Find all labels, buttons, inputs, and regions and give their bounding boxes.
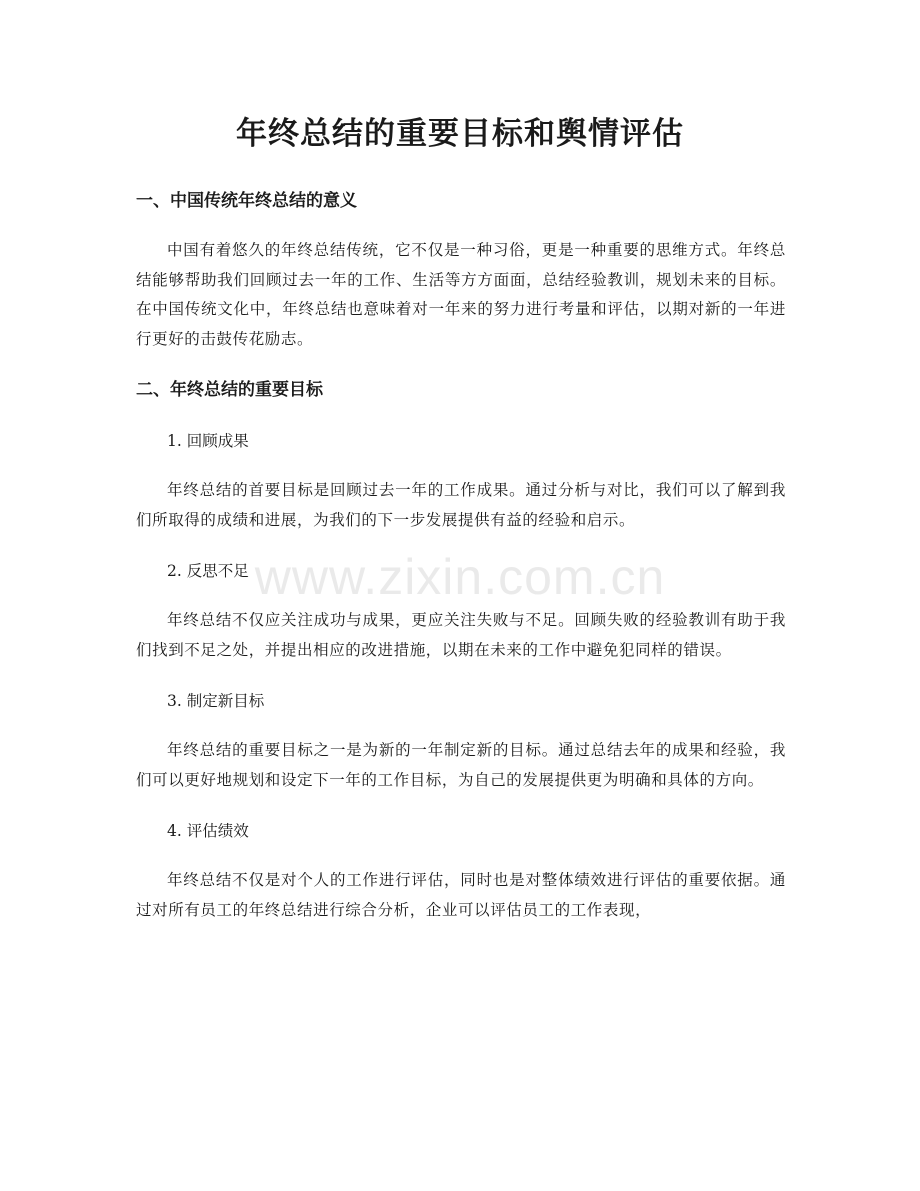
item-label-2: 2. 反思不足 (167, 562, 249, 580)
item-label-3: 3. 制定新目标 (167, 692, 265, 710)
page-title: 年终总结的重要目标和舆情评估 (236, 116, 684, 152)
item-paragraph-1: 年终总结的首要目标是回顾过去一年的工作成果。通过分析与对比，我们可以了解到我们所取得的成绩和进展，为我们的下一步发展提供有益的经验和启示。 (136, 481, 786, 529)
section-heading-2: 二、年终总结的重要目标 (136, 380, 323, 400)
section-heading-1: 一、中国传统年终总结的意义 (136, 191, 357, 211)
item-paragraph-4: 年终总结不仅是对个人的工作进行评估，同时也是对整体绩效进行评估的重要依据。通过对所有员工的年终总结进行综合分析，企业可以评估员工的工作表现， (136, 871, 786, 919)
item-label-1: 1. 回顾成果 (167, 432, 249, 450)
item-paragraph-3: 年终总结的重要目标之一是为新的一年制定新的目标。通过总结去年的成果和经验，我们可以更好地规划和设定下一年的工作目标，为自己的发展提供更为明确和具体的方向。 (136, 741, 786, 789)
item-label-4: 4. 评估绩效 (167, 822, 249, 840)
document-body (136, 186, 786, 925)
item-paragraph-2: 年终总结不仅应关注成功与成果，更应关注失败与不足。回顾失败的经验教训有助于我们找到不足之处，并提出相应的改进措施，以期在未来的工作中避免犯同样的错误。 (136, 611, 786, 659)
watermark-text: www.zixin.com.cn (254, 549, 666, 605)
section-1-paragraph: 中国有着悠久的年终总结传统，它不仅是一种习俗，更是一种重要的思维方式。年终总结能够帮助我们回顾过去一年的工作、生活等方方面面，总结经验教训，规划未来的目标。在中国传统文化中，年终总结也意味着对一年来的努力进行考量和评估，以期对新的一年进行更好的击鼓传花励志。 (136, 241, 786, 348)
